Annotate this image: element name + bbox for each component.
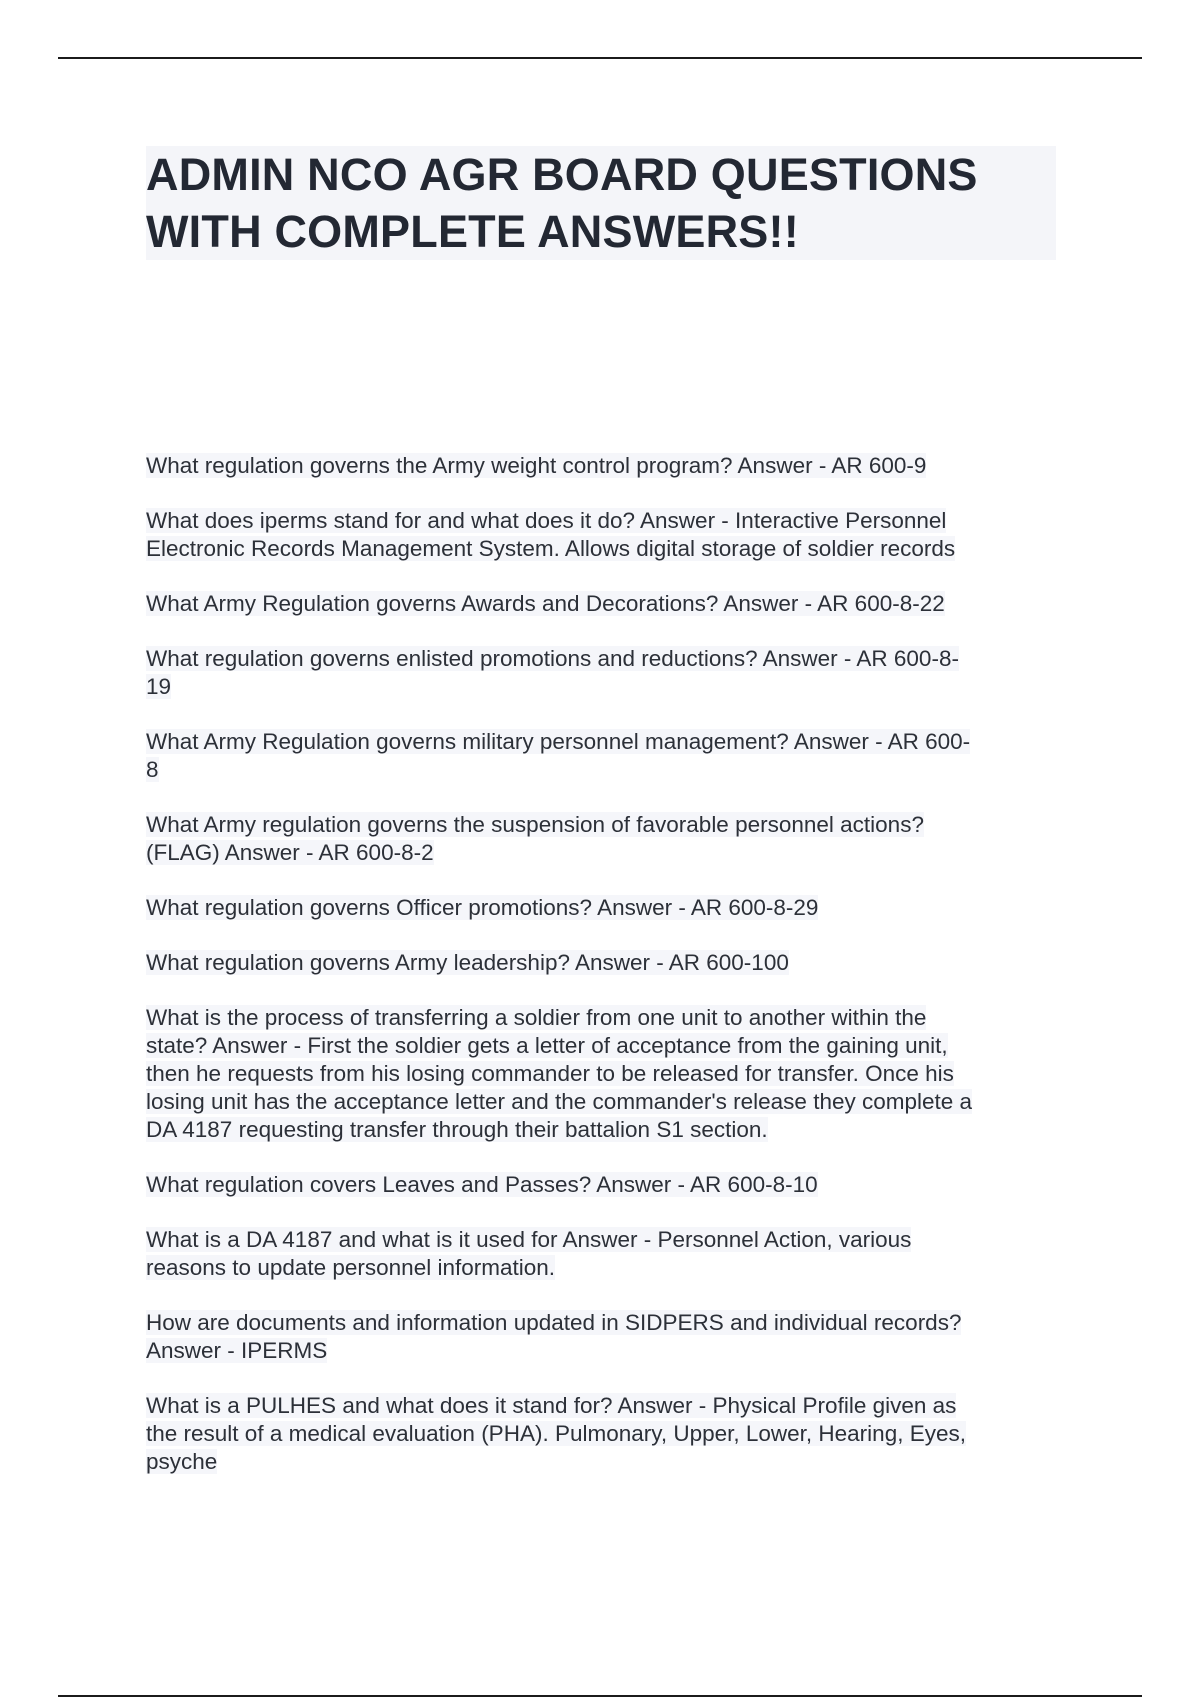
qa-text: then he requests from his losing commander to be released for transfer. Once his: [146, 1061, 954, 1086]
qa-item: [146, 1309, 1066, 1365]
qa-item: [146, 590, 1066, 618]
qa-text: state? Answer - First the soldier gets a letter of acceptance from the gaining unit,: [146, 1033, 948, 1058]
qa-text-line: [146, 645, 1066, 673]
qa-text: 19: [146, 674, 172, 699]
qa-text-line: [146, 1116, 1066, 1144]
qa-text: What regulation governs Officer promotions? Answer - AR 600-8-29: [146, 895, 819, 920]
bottom-rule: [58, 1695, 1142, 1697]
qa-item: [146, 452, 1066, 480]
qa-item: [146, 1171, 1066, 1199]
qa-text: losing unit has the acceptance letter and the commander's release they complete a: [146, 1089, 973, 1114]
qa-text: Electronic Records Management System. Allows digital storage of soldier records: [146, 536, 956, 561]
qa-text-line: [146, 507, 1066, 535]
qa-text-line: [146, 1032, 1066, 1060]
qa-item: [146, 507, 1066, 563]
qa-text-line: [146, 452, 1066, 480]
qa-text: What Army regulation governs the suspension of favorable personnel actions?: [146, 812, 924, 837]
qa-text: What regulation governs Army leadership? Answer - AR 600-100: [146, 950, 789, 975]
qa-text-line: [146, 1254, 1066, 1282]
qa-text: What Army Regulation governs military personnel management? Answer - AR 600-: [146, 729, 971, 754]
qa-text-line: [146, 839, 1066, 867]
qa-text: How are documents and information updated in SIDPERS and individual records?: [146, 1310, 962, 1335]
qa-text: DA 4187 requesting transfer through their battalion S1 section.: [146, 1117, 768, 1142]
qa-text-line: [146, 756, 1066, 784]
qa-text-line: [146, 535, 1066, 563]
qa-text: 8: [146, 757, 159, 782]
qa-text: Answer - IPERMS: [146, 1338, 328, 1363]
qa-text-line: [146, 1226, 1066, 1254]
qa-text: What regulation governs enlisted promotions and reductions? Answer - AR 600-8-: [146, 646, 959, 671]
qa-text: What is the process of transferring a soldier from one unit to another within the: [146, 1005, 927, 1030]
qa-text: What does iperms stand for and what does it do? Answer - Interactive Personnel: [146, 508, 947, 533]
qa-text-line: [146, 1309, 1066, 1337]
qa-text: (FLAG) Answer - AR 600-8-2: [146, 840, 434, 865]
qa-item: [146, 1004, 1066, 1144]
title-line-2: WITH COMPLETE ANSWERS!!: [146, 206, 799, 257]
question-answer-list: [146, 452, 1066, 1503]
qa-text: What regulation governs the Army weight control program? Answer - AR 600-9: [146, 453, 927, 478]
qa-text-line: [146, 1060, 1066, 1088]
qa-text: the result of a medical evaluation (PHA). Pulmonary, Upper, Lower, Hearing, Eyes,: [146, 1421, 966, 1446]
document-title: [146, 146, 1056, 260]
title-line-1: ADMIN NCO AGR BOARD QUESTIONS: [146, 149, 978, 200]
qa-item: [146, 811, 1066, 867]
qa-text: What regulation covers Leaves and Passes? Answer - AR 600-8-10: [146, 1172, 818, 1197]
qa-item: [146, 949, 1066, 977]
qa-text-line: [146, 1088, 1066, 1116]
qa-text-line: [146, 1392, 1066, 1420]
qa-text-line: [146, 1420, 1066, 1448]
qa-item: [146, 1226, 1066, 1282]
qa-text: What is a PULHES and what does it stand for? Answer - Physical Profile given as: [146, 1393, 957, 1418]
qa-text-line: [146, 1337, 1066, 1365]
qa-text: reasons to update personnel information.: [146, 1255, 556, 1280]
qa-text-line: [146, 1171, 1066, 1199]
qa-text: What Army Regulation governs Awards and Decorations? Answer - AR 600-8-22: [146, 591, 945, 616]
qa-text-line: [146, 1448, 1066, 1476]
qa-text-line: [146, 590, 1066, 618]
qa-text-line: [146, 728, 1066, 756]
qa-item: [146, 728, 1066, 784]
qa-text: psyche: [146, 1449, 218, 1474]
qa-text-line: [146, 1004, 1066, 1032]
qa-text-line: [146, 673, 1066, 701]
qa-item: [146, 1392, 1066, 1476]
qa-text-line: [146, 894, 1066, 922]
qa-text: What is a DA 4187 and what is it used for Answer - Personnel Action, various: [146, 1227, 912, 1252]
qa-text-line: [146, 949, 1066, 977]
qa-item: [146, 894, 1066, 922]
qa-text-line: [146, 811, 1066, 839]
qa-item: [146, 645, 1066, 701]
top-rule: [58, 57, 1142, 59]
